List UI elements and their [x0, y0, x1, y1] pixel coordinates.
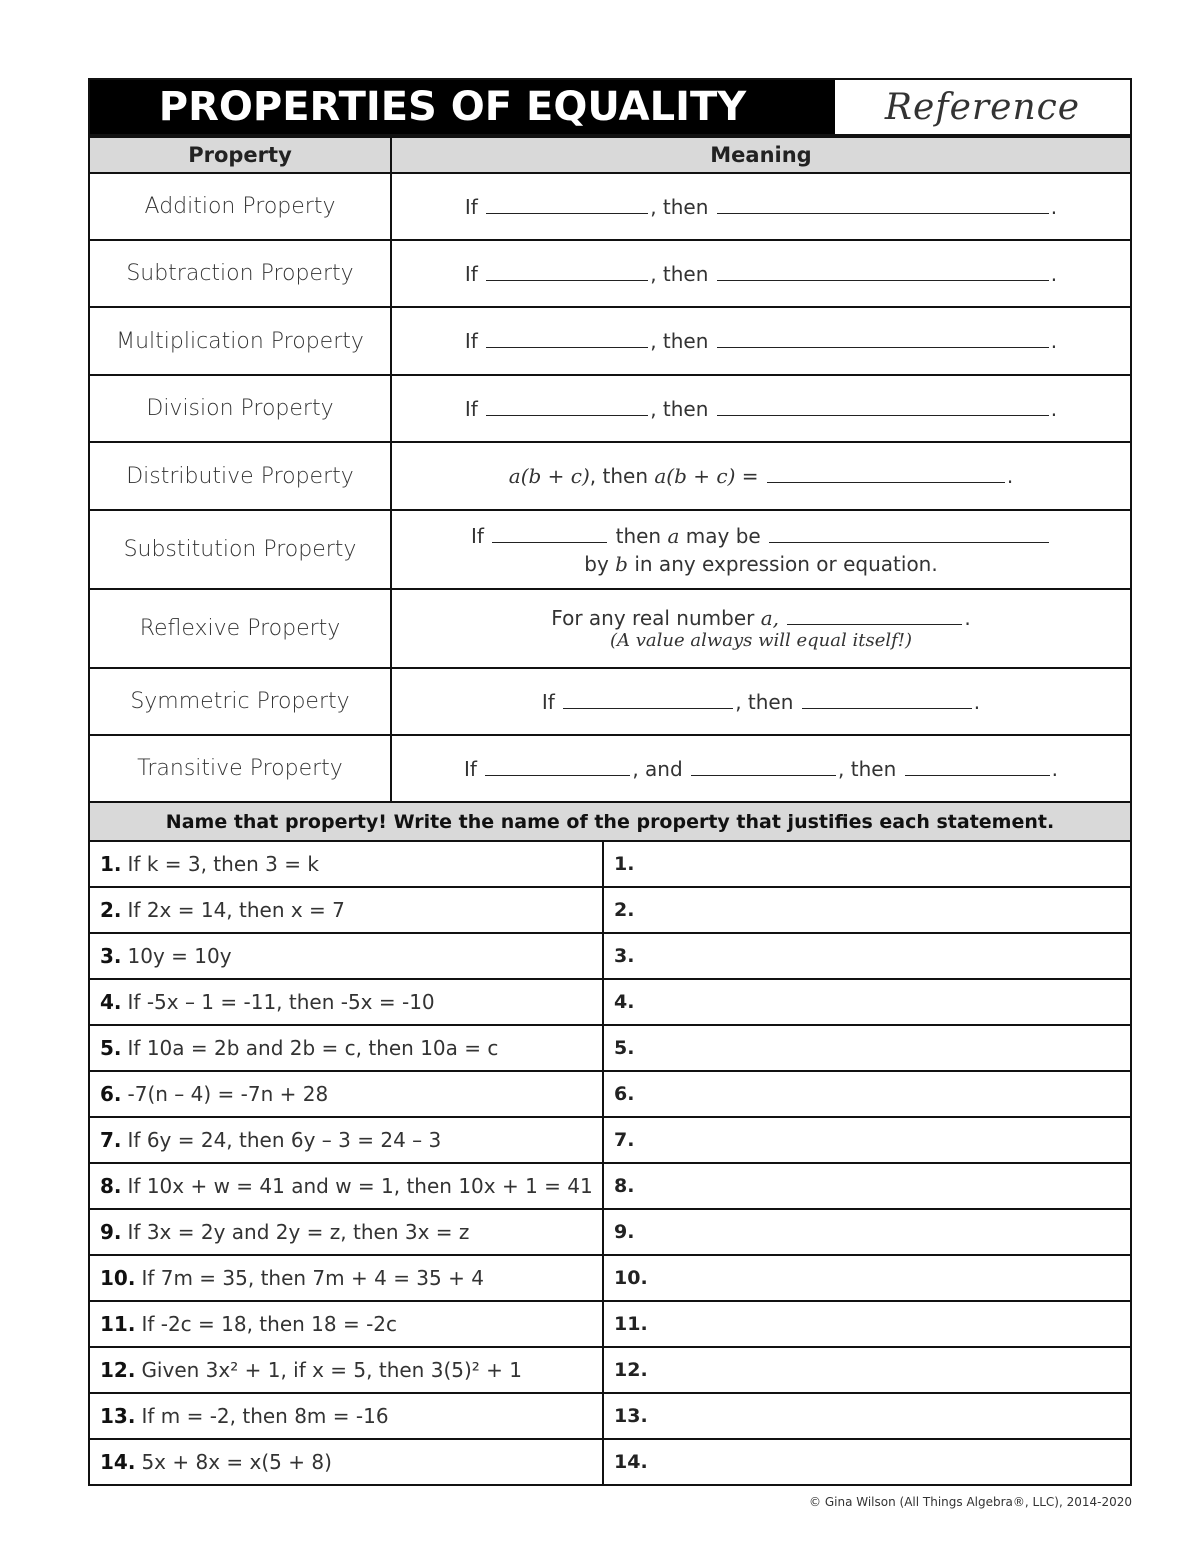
question-statement — [89, 1209, 603, 1255]
meaning-cell — [391, 589, 1131, 668]
answer-cell[interactable]: 13. — [603, 1393, 1131, 1439]
meaning-if: If — [470, 523, 484, 548]
blank-line[interactable] — [905, 757, 1050, 776]
question-number: 13. — [100, 1404, 136, 1428]
question-row — [89, 1025, 1131, 1071]
meaning-text: For any real number — [551, 606, 755, 630]
meaning-then: , then — [838, 756, 897, 781]
math-expression: a(b + c) — [508, 464, 590, 488]
question-statement — [89, 1439, 603, 1485]
question-statement — [89, 1393, 603, 1439]
question-row — [89, 1163, 1131, 1209]
question-text: If 3x = 2y and 2y = z, then 3x = z — [127, 1220, 470, 1244]
question-number: 4. — [100, 990, 122, 1014]
table-row — [89, 307, 1131, 375]
question-number: 9. — [100, 1220, 122, 1244]
blank-line[interactable] — [486, 262, 648, 281]
question-row — [89, 1301, 1131, 1347]
question-row — [89, 1117, 1131, 1163]
meaning-then: then — [615, 523, 662, 548]
question-statement — [89, 1117, 603, 1163]
meaning-period: . — [1051, 756, 1058, 781]
meaning-cell — [391, 173, 1131, 240]
meaning-period: . — [973, 689, 981, 714]
meaning-cell — [391, 240, 1131, 307]
question-row — [89, 841, 1131, 887]
table-header — [89, 137, 1131, 173]
copyright: © Gina Wilson (All Things Algebra®, LLC), 2014-2020 — [809, 1495, 1132, 1509]
question-text: -7(n – 4) = -7n + 28 — [127, 1082, 329, 1106]
blank-line[interactable] — [486, 195, 648, 214]
equals-sign: = — [735, 464, 759, 488]
property-name: Addition Property — [89, 173, 391, 240]
question-row — [89, 1347, 1131, 1393]
meaning-if: If — [464, 396, 478, 421]
question-text: If 10x + w = 41 and w = 1, then 10x + 1 = 41 — [127, 1174, 593, 1198]
meaning-note: (A value always will equal itself!) — [609, 630, 913, 651]
property-name: Reflexive Property — [89, 589, 391, 668]
meaning-then: , then — [650, 396, 709, 421]
column-header-meaning: Meaning — [391, 137, 1131, 173]
question-text: If 2x = 14, then x = 7 — [127, 898, 345, 922]
meaning-then: , then — [735, 689, 794, 714]
question-text: If -5x – 1 = -11, then -5x = -10 — [127, 990, 435, 1014]
answer-cell[interactable]: 14. — [603, 1439, 1131, 1485]
property-name: Transitive Property — [89, 735, 391, 802]
meaning-if: If — [464, 329, 478, 353]
questions-table — [88, 840, 1132, 1486]
blank-line[interactable] — [563, 690, 733, 709]
meaning-if: If — [464, 194, 478, 219]
worksheet — [88, 78, 1132, 1486]
question-text: If 6y = 24, then 6y – 3 = 24 – 3 — [127, 1128, 442, 1152]
blank-line[interactable] — [717, 262, 1049, 281]
question-number: 7. — [100, 1128, 122, 1152]
question-number: 10. — [100, 1266, 136, 1290]
question-statement — [89, 1163, 603, 1209]
table-row — [89, 589, 1131, 668]
question-number: 11. — [100, 1312, 136, 1336]
question-number: 12. — [100, 1358, 136, 1382]
table-row — [89, 442, 1131, 510]
answer-cell[interactable]: 12. — [603, 1347, 1131, 1393]
variable: a, — [760, 606, 779, 630]
meaning-text: may be — [685, 523, 761, 548]
blank-line[interactable] — [717, 329, 1049, 348]
math-expression: a(b + c) — [654, 464, 736, 488]
question-number: 2. — [100, 898, 122, 922]
answer-cell[interactable]: 6. — [603, 1071, 1131, 1117]
question-statement — [89, 887, 603, 933]
meaning-period: . — [1050, 396, 1058, 421]
blank-line[interactable] — [787, 606, 962, 625]
question-text: If 10a = 2b and 2b = c, then 10a = c — [127, 1036, 499, 1060]
variable: a — [667, 523, 680, 548]
instructions: Name that property! Write the name of the property that justifies each statement. — [89, 802, 1131, 841]
question-text: 10y = 10y — [127, 944, 232, 968]
property-name: Symmetric Property — [89, 668, 391, 735]
meaning-if: If — [464, 261, 478, 286]
question-text: Given 3x² + 1, if x = 5, then 3(5)² + 1 — [141, 1358, 522, 1382]
blank-line[interactable] — [769, 524, 1049, 543]
question-statement — [89, 979, 603, 1025]
meaning-cell — [391, 510, 1131, 589]
table-row — [89, 375, 1131, 442]
question-row — [89, 1439, 1131, 1485]
table-row — [89, 240, 1131, 307]
meaning-if: If — [541, 689, 555, 714]
blank-line[interactable] — [485, 757, 630, 776]
question-text: If k = 3, then 3 = k — [127, 852, 319, 876]
answer-cell[interactable]: 8. — [603, 1163, 1131, 1209]
table-row — [89, 510, 1131, 589]
meaning-period: . — [964, 606, 971, 630]
practice-table — [88, 801, 1132, 842]
blank-line[interactable] — [492, 524, 607, 543]
meaning-then: , then — [650, 261, 709, 286]
table-row — [89, 668, 1131, 735]
question-statement — [89, 1301, 603, 1347]
meaning-if: If — [464, 756, 477, 781]
question-row — [89, 933, 1131, 979]
question-statement — [89, 1255, 603, 1301]
question-statement — [89, 1025, 603, 1071]
title-bar — [88, 78, 1132, 136]
property-name: Substitution Property — [89, 510, 391, 589]
property-name: Multiplication Property — [89, 307, 391, 375]
blank-line[interactable] — [717, 195, 1049, 214]
table-row — [89, 173, 1131, 240]
property-name: Division Property — [89, 375, 391, 442]
blank-line[interactable] — [802, 690, 972, 709]
property-name: Distributive Property — [89, 442, 391, 510]
meaning-then: , then — [650, 194, 709, 219]
meaning-cell — [391, 442, 1131, 510]
blank-line[interactable] — [691, 757, 836, 776]
question-text: If -2c = 18, then 18 = -2c — [141, 1312, 398, 1336]
question-number: 5. — [100, 1036, 122, 1060]
meaning-and: , and — [632, 756, 683, 781]
question-statement — [89, 841, 603, 887]
section-header — [89, 802, 1131, 841]
blank-line[interactable] — [717, 397, 1049, 416]
answer-cell[interactable]: 10. — [603, 1255, 1131, 1301]
answer-cell[interactable]: 9. — [603, 1209, 1131, 1255]
question-number: 3. — [100, 944, 122, 968]
meaning-cell — [391, 668, 1131, 735]
variable: b — [615, 551, 628, 576]
meaning-text: by — [584, 551, 609, 576]
question-number: 1. — [100, 852, 122, 876]
answer-cell[interactable]: 4. — [603, 979, 1131, 1025]
meaning-cell — [391, 735, 1131, 802]
question-text: If 7m = 35, then 7m + 4 = 35 + 4 — [141, 1266, 484, 1290]
question-statement — [89, 1347, 603, 1393]
meaning-cell — [391, 375, 1131, 442]
meaning-then: , then — [650, 329, 709, 353]
answer-cell[interactable]: 11. — [603, 1301, 1131, 1347]
blank-line[interactable] — [486, 329, 648, 348]
question-text: 5x + 8x = x(5 + 8) — [141, 1450, 332, 1474]
meaning-period: . — [1006, 464, 1014, 488]
answer-cell[interactable]: 1. — [603, 841, 1131, 887]
question-row — [89, 887, 1131, 933]
question-statement — [89, 933, 603, 979]
answer-cell[interactable]: 3. — [603, 933, 1131, 979]
question-statement — [89, 1071, 603, 1117]
meaning-period: . — [1050, 194, 1058, 219]
property-name: Subtraction Property — [89, 240, 391, 307]
question-number: 6. — [100, 1082, 122, 1106]
answer-cell[interactable]: 2. — [603, 887, 1131, 933]
question-row — [89, 1393, 1131, 1439]
meaning-text: in any expression or equation. — [634, 551, 938, 576]
meaning-period: . — [1050, 261, 1058, 286]
properties-table — [88, 136, 1132, 803]
meaning-cell — [391, 307, 1131, 375]
answer-cell[interactable]: 7. — [603, 1117, 1131, 1163]
meaning-then: , then — [589, 464, 655, 488]
blank-line[interactable] — [767, 464, 1005, 483]
question-number: 14. — [100, 1450, 136, 1474]
blank-line[interactable] — [486, 397, 648, 416]
question-row — [89, 979, 1131, 1025]
reference-tag: Reference — [835, 80, 1130, 134]
answer-cell[interactable]: 5. — [603, 1025, 1131, 1071]
column-header-property: Property — [89, 137, 391, 173]
meaning-period: . — [1050, 329, 1058, 353]
question-text: If m = -2, then 8m = -16 — [141, 1404, 389, 1428]
page-title: PROPERTIES OF EQUALITY — [90, 80, 835, 134]
question-row — [89, 1209, 1131, 1255]
question-row — [89, 1255, 1131, 1301]
table-row — [89, 735, 1131, 802]
question-row — [89, 1071, 1131, 1117]
question-number: 8. — [100, 1174, 122, 1198]
